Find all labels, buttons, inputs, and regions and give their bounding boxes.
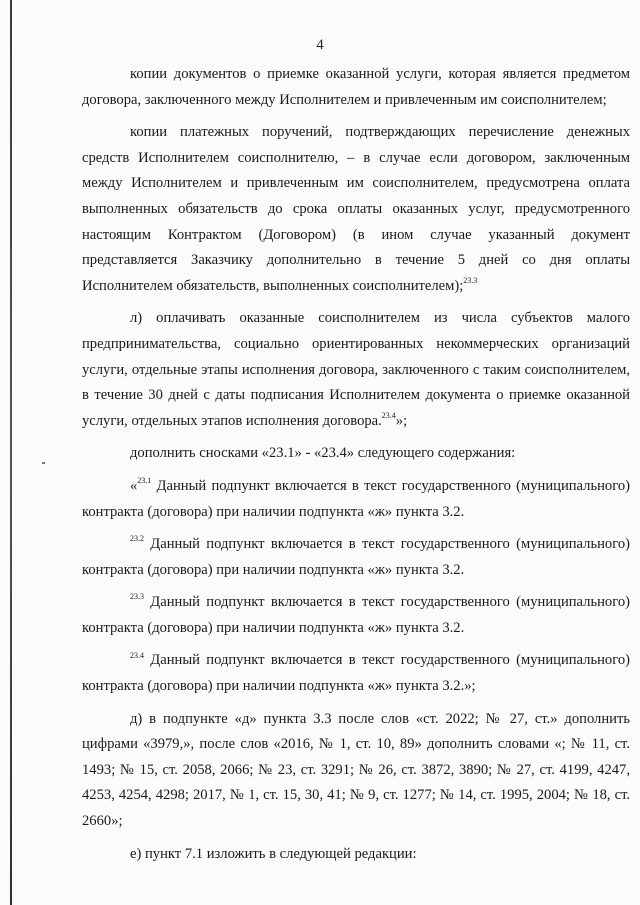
footnote-23-3: $^{23.3}$ Данный подпункт включается в текст государственного (муниципального) контракта (договора) при наличии подпункта «ж» пункта 3.2. <box>82 592 630 636</box>
footnote-23-1: «$^{23.1}$ Данный подпункт включается в текст государственного (муниципального) контракта (договора) при наличии подпункта «ж» пункта 3.2. <box>82 476 630 520</box>
footnote-number: 23.3 <box>130 592 144 602</box>
footnote-number: 23.2 <box>130 534 144 544</box>
footnote-number: 23.4 <box>130 650 144 660</box>
paragraph-item-d: д) в подпункте «д» пункта 3.3 после слов «ст. 2022; № 27, ст.» дополнить цифрами «3979,», после слов «2016, № 1, ст. 10, 89» дополнить словами «; № 11, ст. 1493; № 15, ст. 2058, 2066; № 23, ст. 3291; № 26, ст. 3872, 3890; № 27, ст. 4199, 4247, 4253, 4254, 4298; 2017, № 1, ст. 15, 30, 41; № 9, ст. 1277; № 14, ст. 1995, 2004; № 18, ст. 2660»; <box>82 710 630 830</box>
paragraph-copies-payment: копии платежных поручений, подтверждающих перечисление денежных средств Исполнителем соисполнителю, – в случае если договором, заключенным между Исполнителем и привлеченным им соисполнителем, предусмотрена оплата выполненных обязательств до срока оплаты оказанных услуг, предусмотренного настоящим Контрактом (Договором) (в ином случае указанный документ представляется Заказчику дополнительно в течение 5 дней со дня оплаты Исполнителем обязательств, выполненных соисполнителем);$^{23.3}$ <box>82 124 630 294</box>
paragraph-add-footnotes: дополнить сносками «23.1» - «23.4» следующего содержания: <box>130 445 516 462</box>
footnote-number: 23.1 <box>137 476 152 486</box>
footnote-23-4: $^{23.4}$ Данный подпункт включается в текст государственного (муниципального) контракта (договора) при наличии подпункта «ж» пункта 3.2.»; <box>82 650 630 695</box>
paragraph-copies-acceptance: копии документов о приемке оказанной услуги, которая является предметом договора, заключенного между Исполнителем и привлеченным им соисполнителем; <box>82 66 630 108</box>
scan-speck <box>42 462 45 464</box>
page-number: 4 <box>316 37 324 53</box>
paragraph-item-e: е) пункт 7.1 изложить в следующей редакции: <box>130 845 417 862</box>
scan-edge-line <box>10 0 12 905</box>
paragraph-item-l: л) оплачивать оказанные соисполнителем из числа субъектов малого предпринимательства, социально ориентированных некоммерческих организаций услуги, отдельные этапы исполнения договора, заключенного с таким соисполнителем, в течение 30 дней с даты подписания Исполнителем документа о приемке оказанной услуги, отдельных этапов исполнения договора.$^{23.4}$»; <box>82 310 630 429</box>
footnote-ref: 23.4 <box>381 410 396 420</box>
document-body <box>82 62 630 867</box>
footnote-ref: 23.3 <box>463 275 478 285</box>
footnote-23-2: $^{23.2}$ Данный подпункт включается в текст государственного (муниципального) контракта (договора) при наличии подпункта «ж» пункта 3.2. <box>82 534 630 578</box>
